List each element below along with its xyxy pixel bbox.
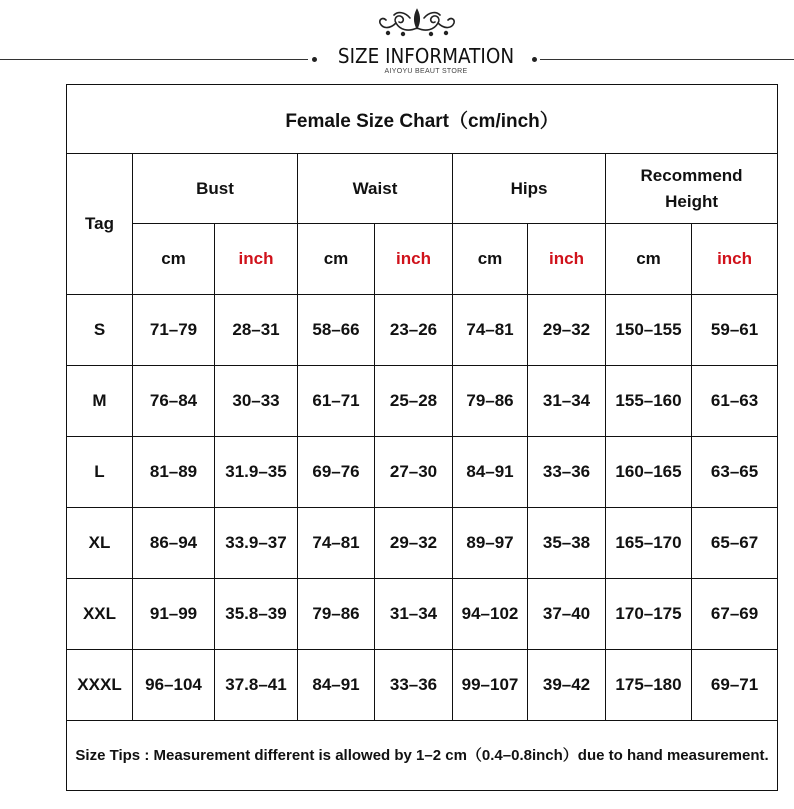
- unit-cm: cm: [133, 224, 215, 295]
- bust-inch: 35.8–39: [215, 579, 298, 650]
- hips-inch: 35–38: [528, 508, 606, 579]
- table-row: [67, 508, 778, 579]
- hips-cm: 99–107: [453, 650, 528, 721]
- waist-cm: 69–76: [298, 437, 375, 508]
- unit-inch: inch: [528, 224, 606, 295]
- size-chart-table: [66, 84, 778, 791]
- hips-header: Hips: [453, 154, 606, 224]
- height-inch: 61–63: [692, 366, 778, 437]
- unit-inch: inch: [215, 224, 298, 295]
- waist-cm: 79–86: [298, 579, 375, 650]
- size-tag: XXXL: [67, 650, 133, 721]
- waist-inch: 33–36: [375, 650, 453, 721]
- bust-cm: 96–104: [133, 650, 215, 721]
- waist-inch: 31–34: [375, 579, 453, 650]
- height-label: Height: [665, 191, 718, 211]
- height-cm: 150–155: [606, 295, 692, 366]
- bust-inch: 30–33: [215, 366, 298, 437]
- bust-cm: 86–94: [133, 508, 215, 579]
- table-row: [67, 437, 778, 508]
- bust-cm: 81–89: [133, 437, 215, 508]
- height-inch: 59–61: [692, 295, 778, 366]
- height-cm: 155–160: [606, 366, 692, 437]
- waist-inch: 23–26: [375, 295, 453, 366]
- waist-header: Waist: [298, 154, 453, 224]
- tag-header: Tag: [67, 154, 133, 295]
- height-cm: 160–165: [606, 437, 692, 508]
- hips-inch: 39–42: [528, 650, 606, 721]
- height-inch: 65–67: [692, 508, 778, 579]
- bust-inch: 31.9–35: [215, 437, 298, 508]
- hips-inch: 31–34: [528, 366, 606, 437]
- hips-cm: 79–86: [453, 366, 528, 437]
- waist-cm: 84–91: [298, 650, 375, 721]
- store-name: AIYOYU BEAUT STORE: [384, 68, 468, 75]
- hips-cm: 89–97: [453, 508, 528, 579]
- size-tips: Size Tips : Measurement different is allowed by 1–2 cm（0.4–0.8inch）due to hand measurement.: [67, 721, 778, 791]
- table-row: [67, 650, 778, 721]
- table-row: [67, 295, 778, 366]
- waist-inch: 25–28: [375, 366, 453, 437]
- waist-cm: 58–66: [298, 295, 375, 366]
- flourish-ornament-icon: [374, 6, 460, 38]
- waist-inch: 29–32: [375, 508, 453, 579]
- waist-inch: 27–30: [375, 437, 453, 508]
- hips-inch: 29–32: [528, 295, 606, 366]
- hips-cm: 74–81: [453, 295, 528, 366]
- height-inch: 69–71: [692, 650, 778, 721]
- size-tag: L: [67, 437, 133, 508]
- height-cm: 165–170: [606, 508, 692, 579]
- table-row: [67, 366, 778, 437]
- height-inch: 67–69: [692, 579, 778, 650]
- chart-title: Female Size Chart（cm/inch）: [67, 85, 778, 154]
- bust-cm: 76–84: [133, 366, 215, 437]
- size-information-header: [0, 0, 794, 82]
- height-cm: 175–180: [606, 650, 692, 721]
- bust-cm: 71–79: [133, 295, 215, 366]
- hips-cm: 94–102: [453, 579, 528, 650]
- unit-cm: cm: [606, 224, 692, 295]
- divider-dot-icon: [532, 57, 537, 62]
- recommend-height-header: [606, 154, 778, 224]
- height-cm: 170–175: [606, 579, 692, 650]
- unit-inch: inch: [692, 224, 778, 295]
- table-row: [67, 579, 778, 650]
- hips-cm: 84–91: [453, 437, 528, 508]
- hips-inch: 37–40: [528, 579, 606, 650]
- bust-inch: 33.9–37: [215, 508, 298, 579]
- unit-inch: inch: [375, 224, 453, 295]
- header-divider-right: [540, 59, 794, 60]
- waist-cm: 74–81: [298, 508, 375, 579]
- hips-inch: 33–36: [528, 437, 606, 508]
- page-title: SIZE INFORMATION: [337, 44, 515, 68]
- size-tag: XXL: [67, 579, 133, 650]
- unit-cm: cm: [453, 224, 528, 295]
- waist-cm: 61–71: [298, 366, 375, 437]
- size-tag: M: [67, 366, 133, 437]
- bust-header: Bust: [133, 154, 298, 224]
- header-divider-left: [0, 59, 308, 60]
- unit-cm: cm: [298, 224, 375, 295]
- bust-inch: 37.8–41: [215, 650, 298, 721]
- recommend-label: Recommend: [640, 165, 743, 185]
- divider-dot-icon: [312, 57, 317, 62]
- height-inch: 63–65: [692, 437, 778, 508]
- size-tag: S: [67, 295, 133, 366]
- bust-inch: 28–31: [215, 295, 298, 366]
- bust-cm: 91–99: [133, 579, 215, 650]
- size-tag: XL: [67, 508, 133, 579]
